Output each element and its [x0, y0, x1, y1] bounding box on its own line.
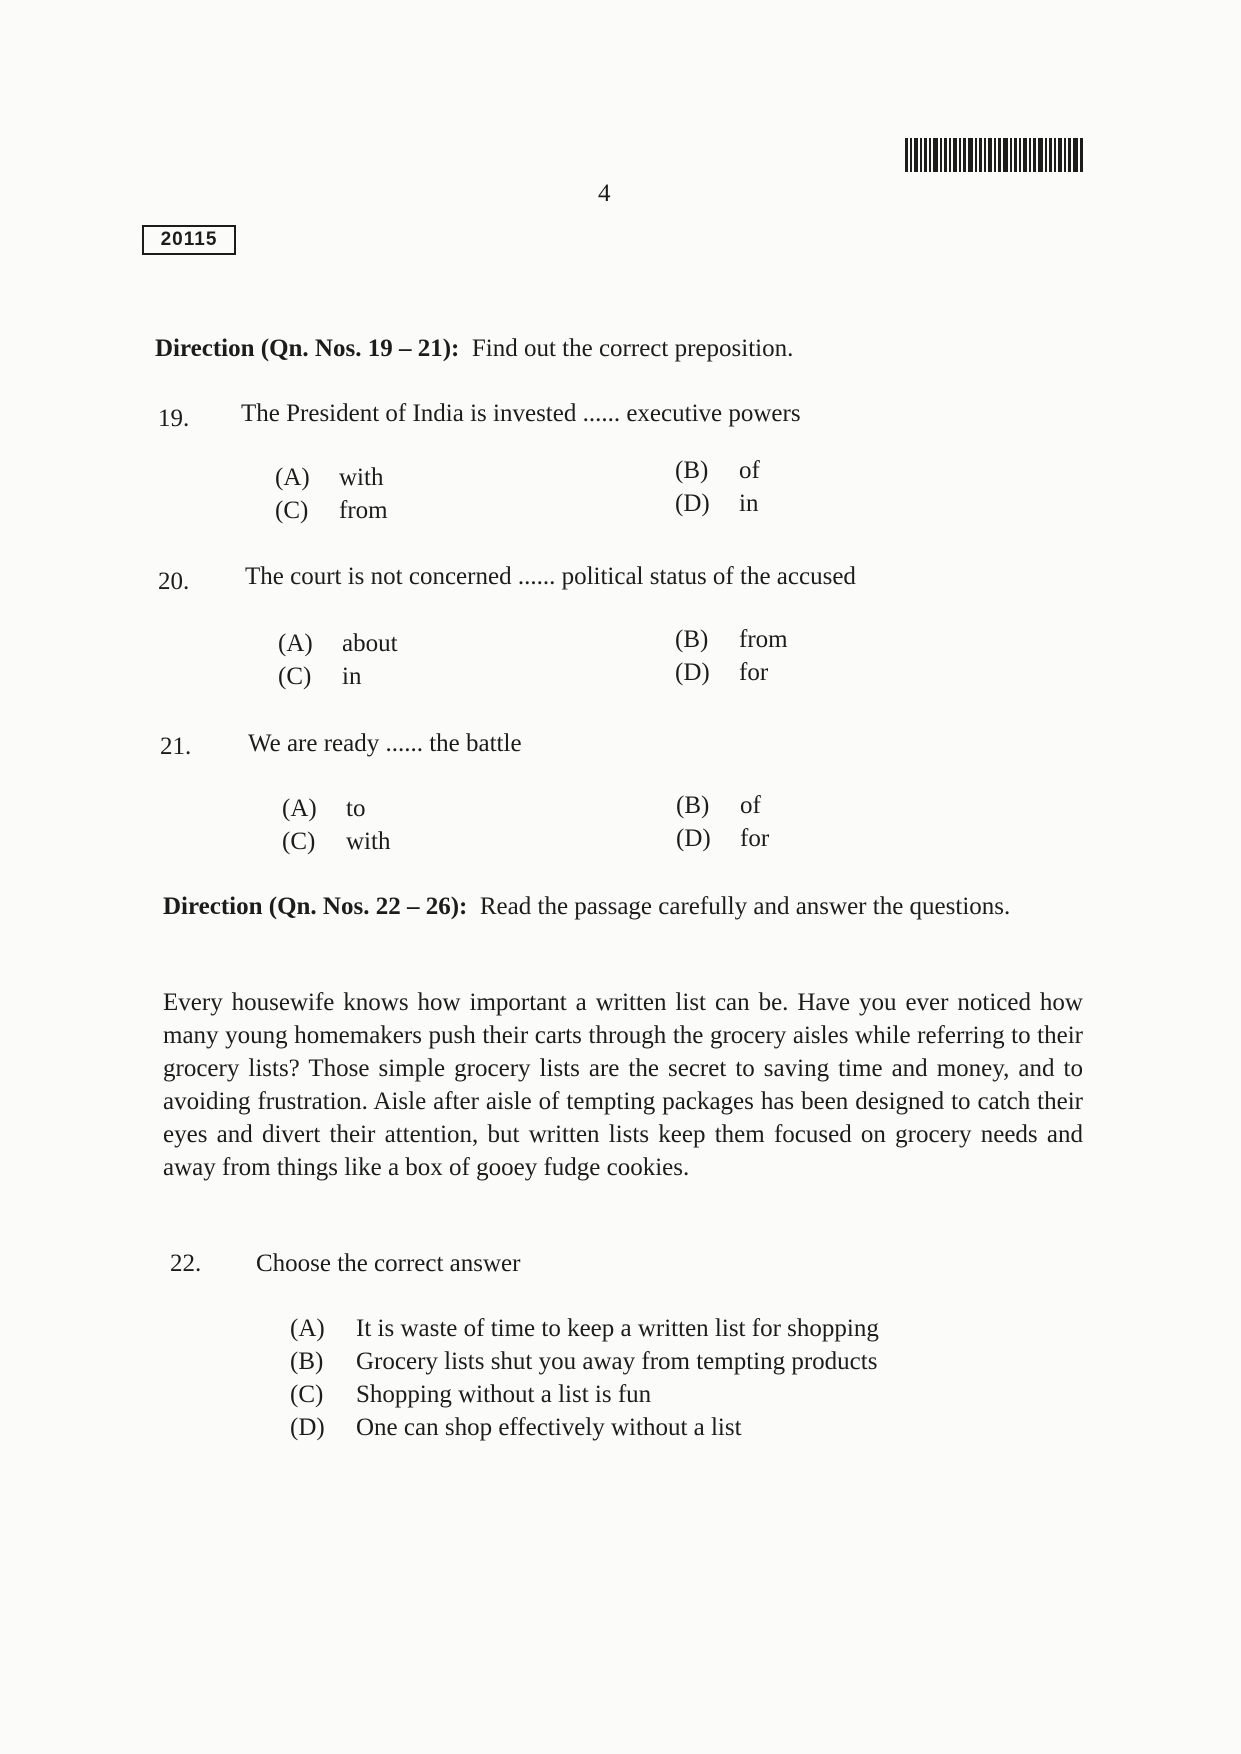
direction-label: Direction (Qn. Nos. 22 – 26): [163, 893, 468, 920]
option-b[interactable]: (B) of [675, 457, 760, 484]
option-c[interactable]: (C) from [275, 497, 388, 524]
option-c[interactable]: (C) Shopping without a list is fun [290, 1381, 652, 1408]
paper-code-box: 20115 [142, 225, 236, 255]
option-d[interactable]: (D) for [676, 825, 770, 852]
option-d[interactable]: (D) in [675, 490, 759, 517]
barcode-image [905, 132, 1085, 176]
option-a[interactable]: (A) about [278, 630, 398, 657]
option-a[interactable]: (A) It is waste of time to keep a written list for shopping [290, 1315, 879, 1342]
question-text: Choose the correct answer [256, 1250, 521, 1277]
question-number: 22. [170, 1250, 202, 1277]
reading-passage: Every housewife knows how important a written list can be. Have you ever noticed how many young homemakers push their carts through the grocery aisles while referring to their grocery lists? Those simple grocery lists are the secret to saving time and money, and to avoiding frustration. Aisle after aisle of tempting packages has been designed to catch their eyes and divert their attention, but written lists keep them focused on grocery needs and away from things like a box of gooey fudge cookies. [163, 989, 1083, 1181]
question-number: 19. [158, 405, 190, 432]
question-text: The court is not concerned ...... political status of the accused [245, 563, 856, 590]
question-number: 21. [160, 733, 192, 760]
question-number: 20. [158, 568, 190, 595]
option-d[interactable]: (D) for [675, 659, 769, 686]
page-number: 4 [598, 180, 611, 207]
option-list [290, 1312, 879, 1444]
option-b[interactable]: (B) Grocery lists shut you away from tempting products [290, 1348, 878, 1375]
option-a[interactable]: (A) with [275, 464, 384, 491]
direction-text: Read the passage carefully and answer the questions. [479, 893, 1011, 920]
direction-text: Find out the correct preposition. [471, 335, 794, 362]
direction-label: Direction (Qn. Nos. 19 – 21): [155, 335, 460, 362]
direction-22-26 [163, 890, 1083, 924]
option-a[interactable]: (A) to [282, 795, 366, 822]
question-text: We are ready ...... the battle [248, 730, 522, 757]
option-d[interactable]: (D) One can shop effectively without a list [290, 1414, 742, 1441]
question-text: The President of India is invested ...... executive powers [241, 400, 801, 427]
option-b[interactable]: (B) of [676, 792, 761, 819]
direction-19-21 [155, 332, 1075, 366]
option-b[interactable]: (B) from [675, 626, 788, 653]
option-c[interactable]: (C) with [282, 828, 391, 855]
option-c[interactable]: (C) in [278, 663, 362, 690]
